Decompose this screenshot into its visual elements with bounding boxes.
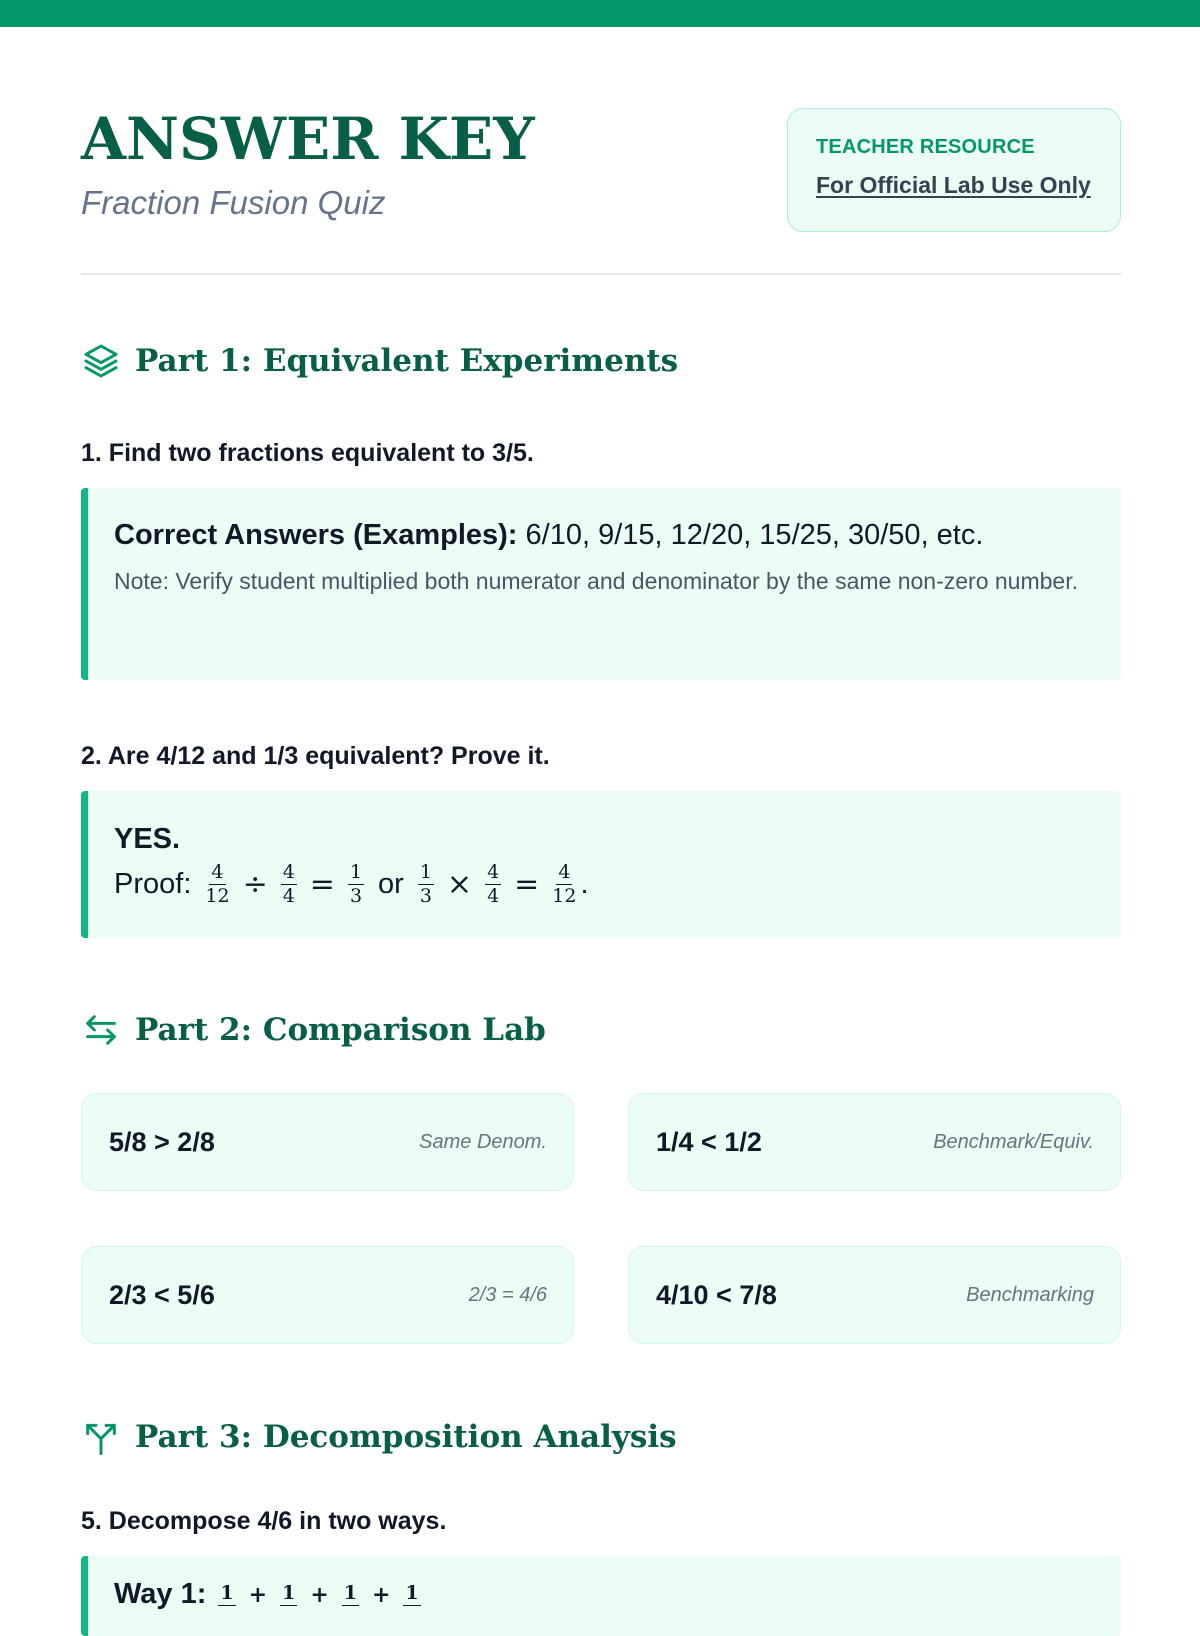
fraction-1: 1 — [405, 1581, 419, 1604]
fraction-1: 1 — [343, 1581, 357, 1604]
times-sign: × — [446, 866, 473, 902]
fraction-1-3: $\frac{1}{3}$ — [349, 861, 363, 907]
swap-arrows-icon — [81, 1010, 121, 1050]
proof-period: . — [580, 868, 589, 900]
comparison-expression: 2/3 < 5/6 — [109, 1279, 215, 1310]
split-arrows-icon — [81, 1417, 121, 1457]
comparison-expression: 1/4 < 1/2 — [656, 1126, 762, 1157]
answer-2-yes: YES. — [114, 823, 181, 855]
comparison-card — [628, 1093, 1121, 1191]
answer-1-values: 6/10, 9/15, 12/20, 15/25, 30/50, etc. — [517, 519, 984, 551]
fraction-4-4: $\frac{4}{4}$ — [282, 861, 295, 907]
proof-label: Proof: — [114, 868, 192, 900]
divide-sign: ÷ — [242, 866, 268, 902]
answer-1-box — [81, 488, 1121, 680]
comparison-expression: 5/8 > 2/8 — [109, 1126, 215, 1157]
comparison-card — [81, 1246, 574, 1344]
teacher-resource-badge — [787, 108, 1121, 232]
comparison-strategy: Same Denom. — [419, 1130, 547, 1153]
comparison-card — [81, 1093, 574, 1191]
part2-heading — [81, 1008, 546, 1052]
fraction-1-3-b: $\frac{1}{3}$ — [419, 861, 432, 907]
page-subtitle: Fraction Fusion Quiz — [81, 184, 386, 221]
badge-kicker: TEACHER RESOURCE — [816, 136, 1035, 158]
plus-sign: + — [248, 1581, 268, 1608]
answer-1-label: Correct Answers (Examples): — [114, 519, 518, 551]
part3-heading — [81, 1415, 677, 1459]
answer-1-main — [114, 521, 1095, 550]
comparison-expression: 4/10 < 7/8 — [656, 1279, 777, 1310]
answer-5-way1 — [114, 1580, 1095, 1609]
question-2: 2. Are 4/12 and 1/3 equivalent? Prove it. — [81, 742, 550, 770]
answer-1-note: Note: Verify student multiplied both numerator and denominator by the same non-zero number. — [114, 568, 1078, 594]
top-accent-bar — [0, 0, 1200, 27]
comparison-card — [628, 1246, 1121, 1344]
plus-sign: + — [310, 1581, 329, 1608]
part2-title: Part 2: Comparison Lab — [135, 1012, 546, 1048]
header-divider — [81, 273, 1121, 275]
fraction-1: 1 — [282, 1581, 296, 1604]
answer-2-box — [81, 791, 1121, 938]
equals-sign: = — [309, 866, 335, 902]
part3-title: Part 3: Decomposition Analysis — [135, 1419, 677, 1455]
answer-2-proof — [114, 863, 1095, 906]
question-5: 5. Decompose 4/6 in two ways. — [81, 1507, 447, 1535]
question-1: 1. Find two fractions equivalent to 3/5. — [81, 439, 534, 467]
comparison-strategy: Benchmark/Equiv. — [933, 1130, 1094, 1153]
layers-icon — [81, 341, 121, 381]
part1-title: Part 1: Equivalent Experiments — [135, 343, 679, 379]
page-header — [81, 106, 1121, 232]
fraction-4-12-b: $\frac{4}{12}$ — [552, 861, 577, 907]
answer-5-box — [81, 1556, 1121, 1636]
comparison-strategy: 2/3 = 4/6 — [468, 1283, 547, 1306]
part1-heading — [81, 339, 678, 383]
plus-sign: + — [371, 1581, 391, 1608]
proof-or: or — [378, 868, 404, 900]
badge-official-text: For Official Lab Use Only — [816, 172, 1091, 198]
equals-sign-2: = — [514, 866, 540, 902]
fraction-4-4-b: $\frac{4}{4}$ — [487, 861, 500, 907]
fraction-4-12: $\frac{4}{12}$ — [205, 861, 230, 907]
comparison-strategy: Benchmarking — [966, 1283, 1094, 1306]
page-title: ANSWER KEY — [81, 105, 535, 173]
way1-label: Way 1: — [114, 1578, 207, 1610]
fraction-1: 1 — [220, 1581, 234, 1604]
